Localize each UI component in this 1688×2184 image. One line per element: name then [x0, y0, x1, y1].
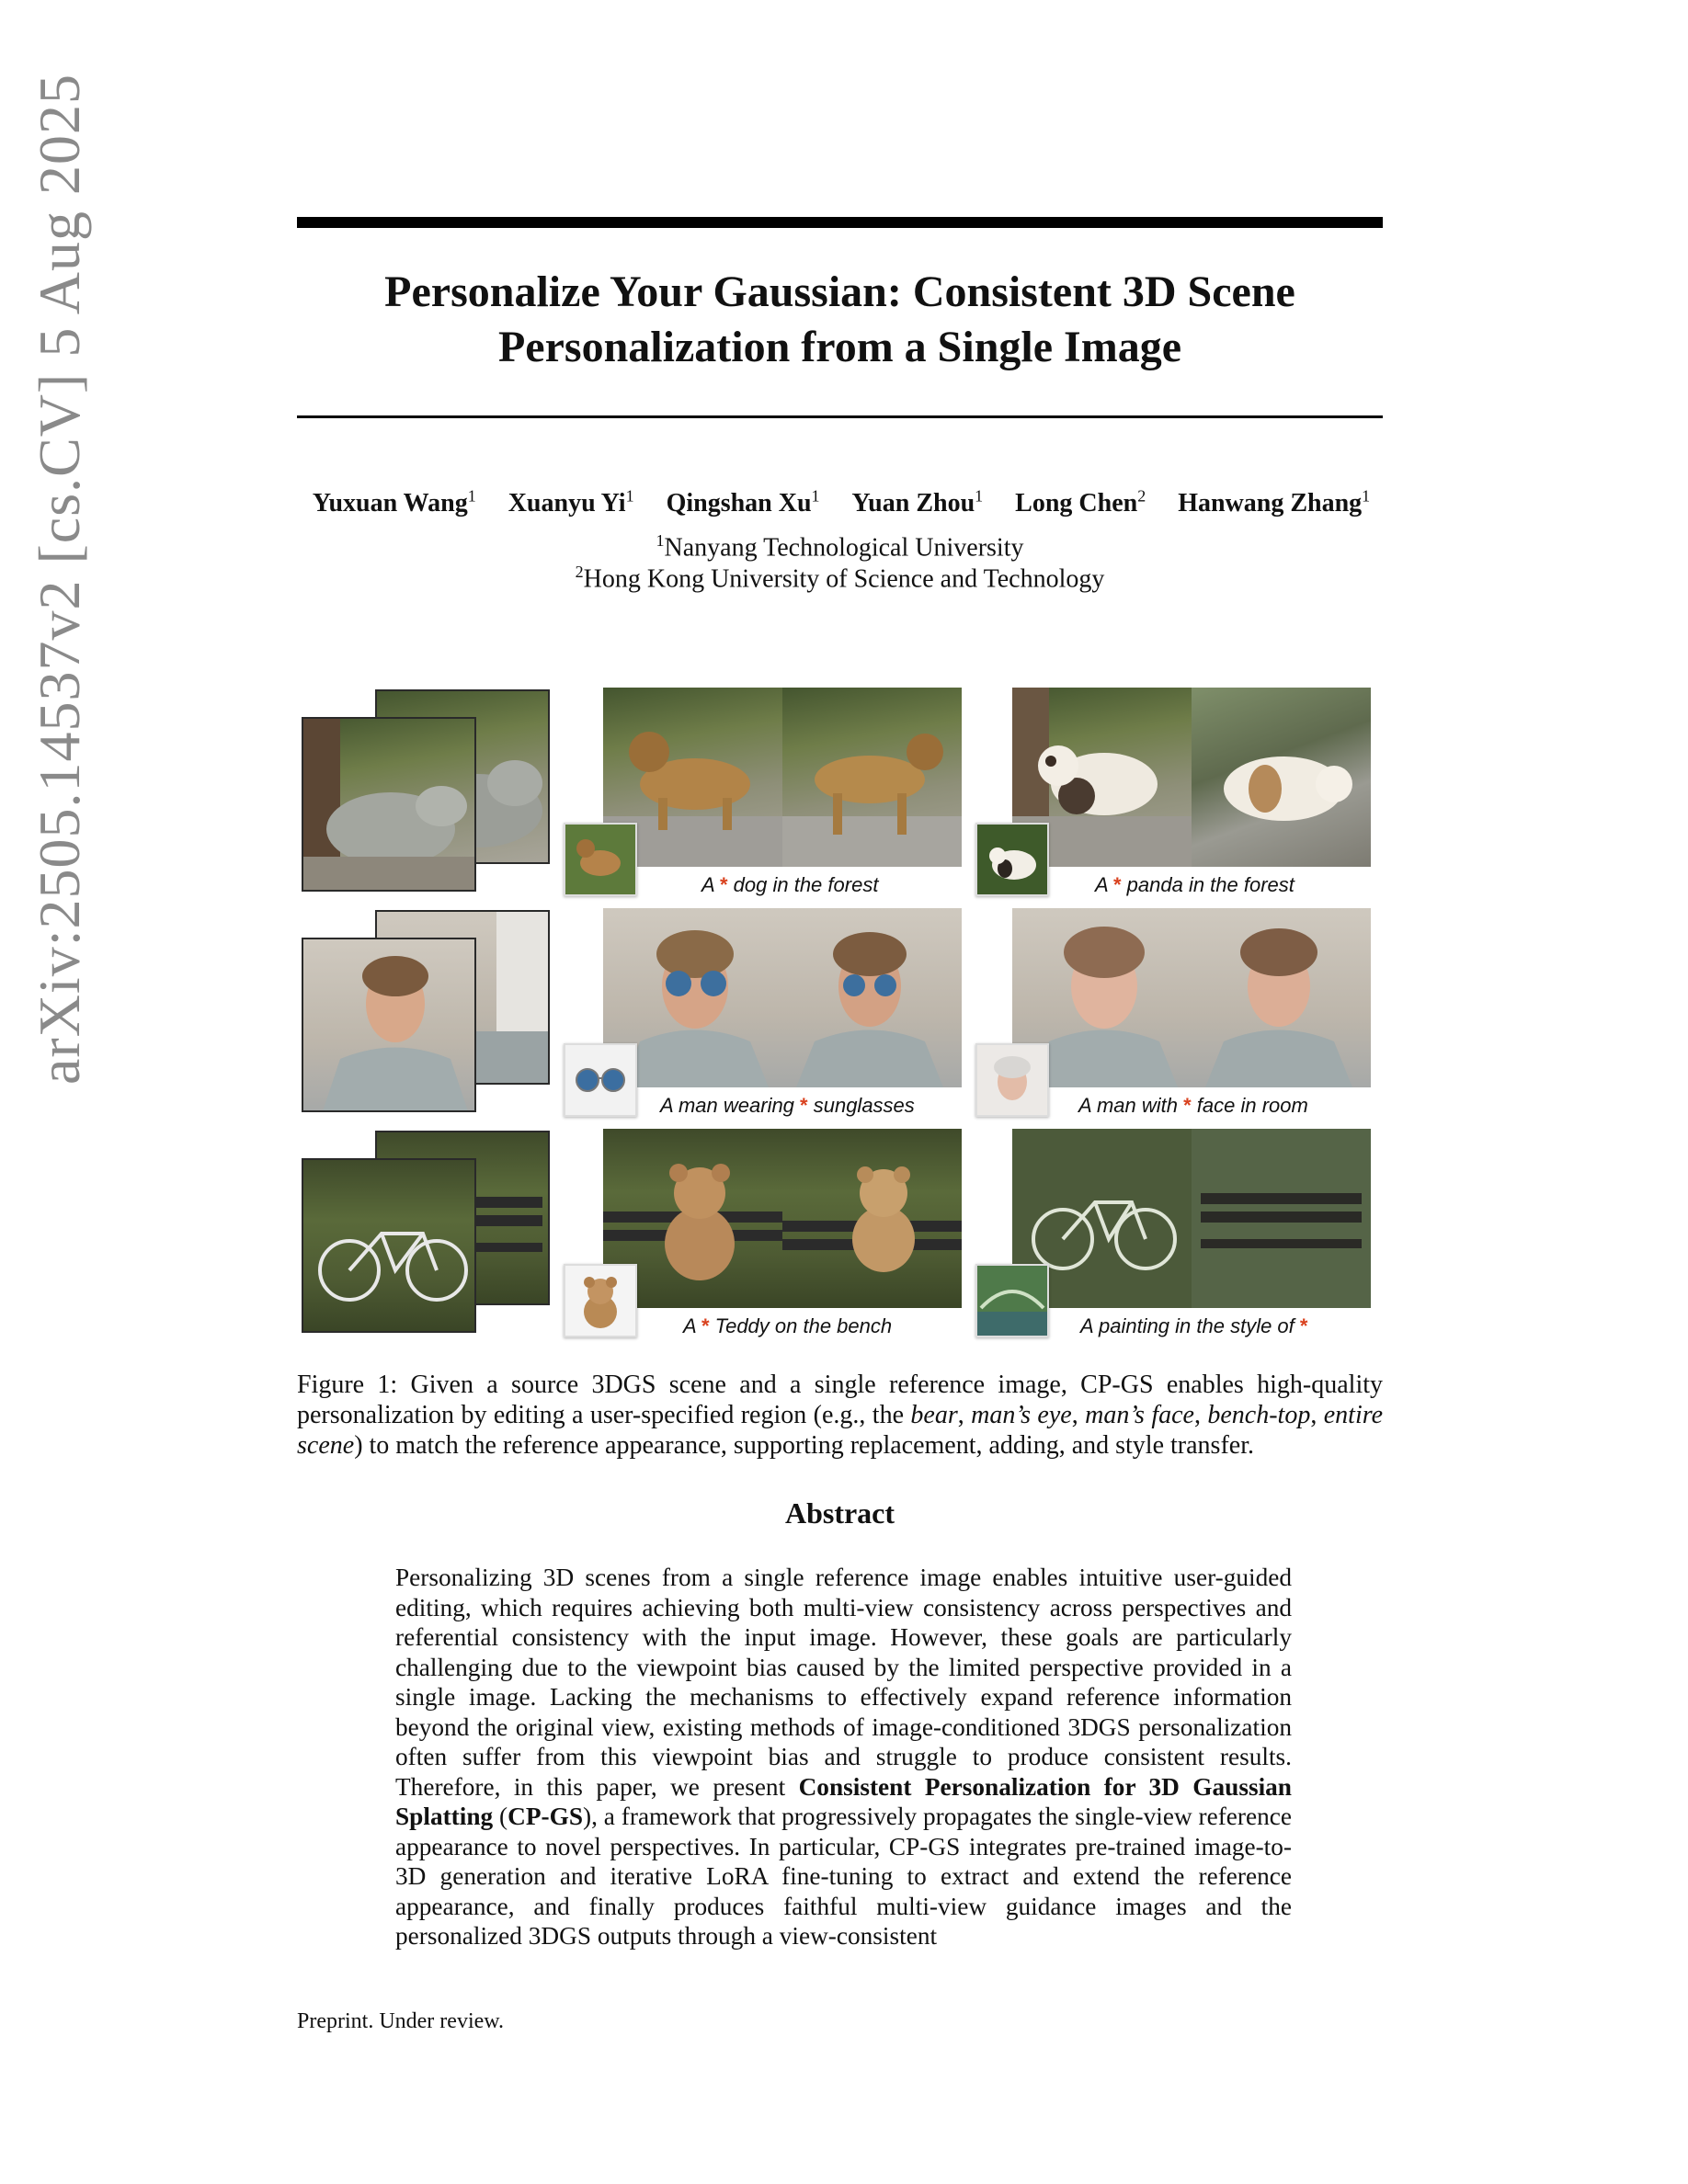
teddy-result-view-2: [782, 1129, 962, 1308]
figure-caption-panda: A * panda in the forest: [1095, 873, 1295, 896]
paper-title: [297, 265, 1383, 375]
source-view-front: [302, 938, 476, 1112]
author: Long Chen$^2$: [1015, 487, 1146, 518]
figure-caption-sunglasses: A man wearing * sunglasses: [660, 1094, 915, 1117]
man-portrait-image: [303, 939, 476, 1112]
author: Xuanyu Yi$^1$: [508, 487, 634, 518]
man-sunglasses-image: [782, 908, 962, 1087]
reference-thumbnail-dog: [564, 823, 637, 896]
figure-1-caption: Figure 1: Given a source 3DGS scene and a single reference image, CP-GS enables high-quality personalization by editing a user-specified region (e.g., the bear, man’s eye, man’s face, bench-top, entire scene) to match the reference appearance, supporting replacement, adding, and style transfer.: [297, 1371, 1384, 1460]
reference-thumbnail-face: [975, 1043, 1049, 1117]
reference-thumbnail-sunglasses: [564, 1043, 637, 1117]
panda-image: [1192, 688, 1371, 867]
author-list: [276, 487, 1407, 518]
reference-thumbnail-panda: [975, 823, 1049, 896]
affiliation: $^2$Hong Kong University of Science and Technology: [575, 563, 1105, 594]
face-result-view-2: [1192, 908, 1371, 1087]
figure-caption-face: A man with * face in room: [1078, 1094, 1308, 1117]
figure-caption-teddy: A * Teddy on the bench: [683, 1314, 893, 1337]
painting-icon: [977, 1266, 1047, 1336]
bicycle-image: [303, 1160, 476, 1333]
painted-bench-image: [1192, 1129, 1371, 1308]
author: Yuan Zhou$^1$: [851, 487, 984, 518]
dog-result-view-2: [782, 688, 962, 867]
affiliation: $^1$Nanyang Technological University: [656, 531, 1024, 563]
face-icon: [977, 1045, 1047, 1115]
panda-icon: [977, 825, 1047, 894]
panda-result-view-2: [1192, 688, 1371, 867]
figure-caption-dog: A * dog in the forest: [701, 873, 879, 896]
abstract-body: Personalizing 3D scenes from a single reference image enables intuitive user-guided editing, which requires achieving both multi-view consistency across perspectives and referential consistency with the input image. However, these goals are particularly challenging due to the viewpoint bias caused by the limited perspective provided in a single image. Lacking the mechanisms to effectively expand reference information beyond the original view, existing methods of image-conditioned 3DGS personalization often suffer from this viewpoint bias and struggle to produce consistent results. Therefore, in this paper, we present Consistent Personalization for 3D Gaussian Splatting (CP-GS), a framework that progressively propagates the single-view reference appearance to novel perspectives. In particular, CP-GS integrates pre-trained image-to-3D generation and iterative LoRA fine-tuning to extract and extend the reference appearance, and finally produces faithful multi-view guidance images and the personalized 3DGS outputs through a view-consistent: [395, 1564, 1292, 1950]
dog-icon: [565, 825, 635, 894]
source-view-front: [302, 717, 476, 892]
author: Qingshan Xu$^1$: [666, 487, 820, 518]
bear-statue-image: [303, 719, 476, 892]
author: Yuxuan Wang$^1$: [312, 487, 476, 518]
painting-result-view-2: [1192, 1129, 1371, 1308]
source-view-front: [302, 1158, 476, 1333]
preprint-note: Preprint. Under review.: [297, 2009, 505, 2033]
abstract-heading: Abstract: [784, 1496, 895, 1530]
teddy-icon: [565, 1266, 635, 1336]
title-rule-bottom: [297, 415, 1383, 418]
figure-1: [297, 680, 1383, 1351]
title-line-1: Personalize Your Gaussian: Consistent 3D Scene: [384, 267, 1295, 316]
author: Hanwang Zhang$^1$: [1178, 487, 1371, 518]
arxiv-identifier: arXiv:2505.14537v2 [cs.CV] 5 Aug 2025: [27, 73, 92, 1085]
title-line-2: Personalization from a Single Image: [497, 323, 1182, 371]
sunglasses-result-view-2: [782, 908, 962, 1087]
teddy-bear-image: [782, 1129, 962, 1308]
dog-image: [782, 688, 962, 867]
title-rule-top: [297, 217, 1383, 228]
reference-thumbnail-painting: [975, 1264, 1049, 1337]
reference-thumbnail-teddy: [564, 1264, 637, 1337]
figure-caption-painting: A painting in the style of *: [1080, 1314, 1308, 1337]
sunglasses-icon: [565, 1045, 635, 1115]
woman-face-image: [1192, 908, 1371, 1087]
